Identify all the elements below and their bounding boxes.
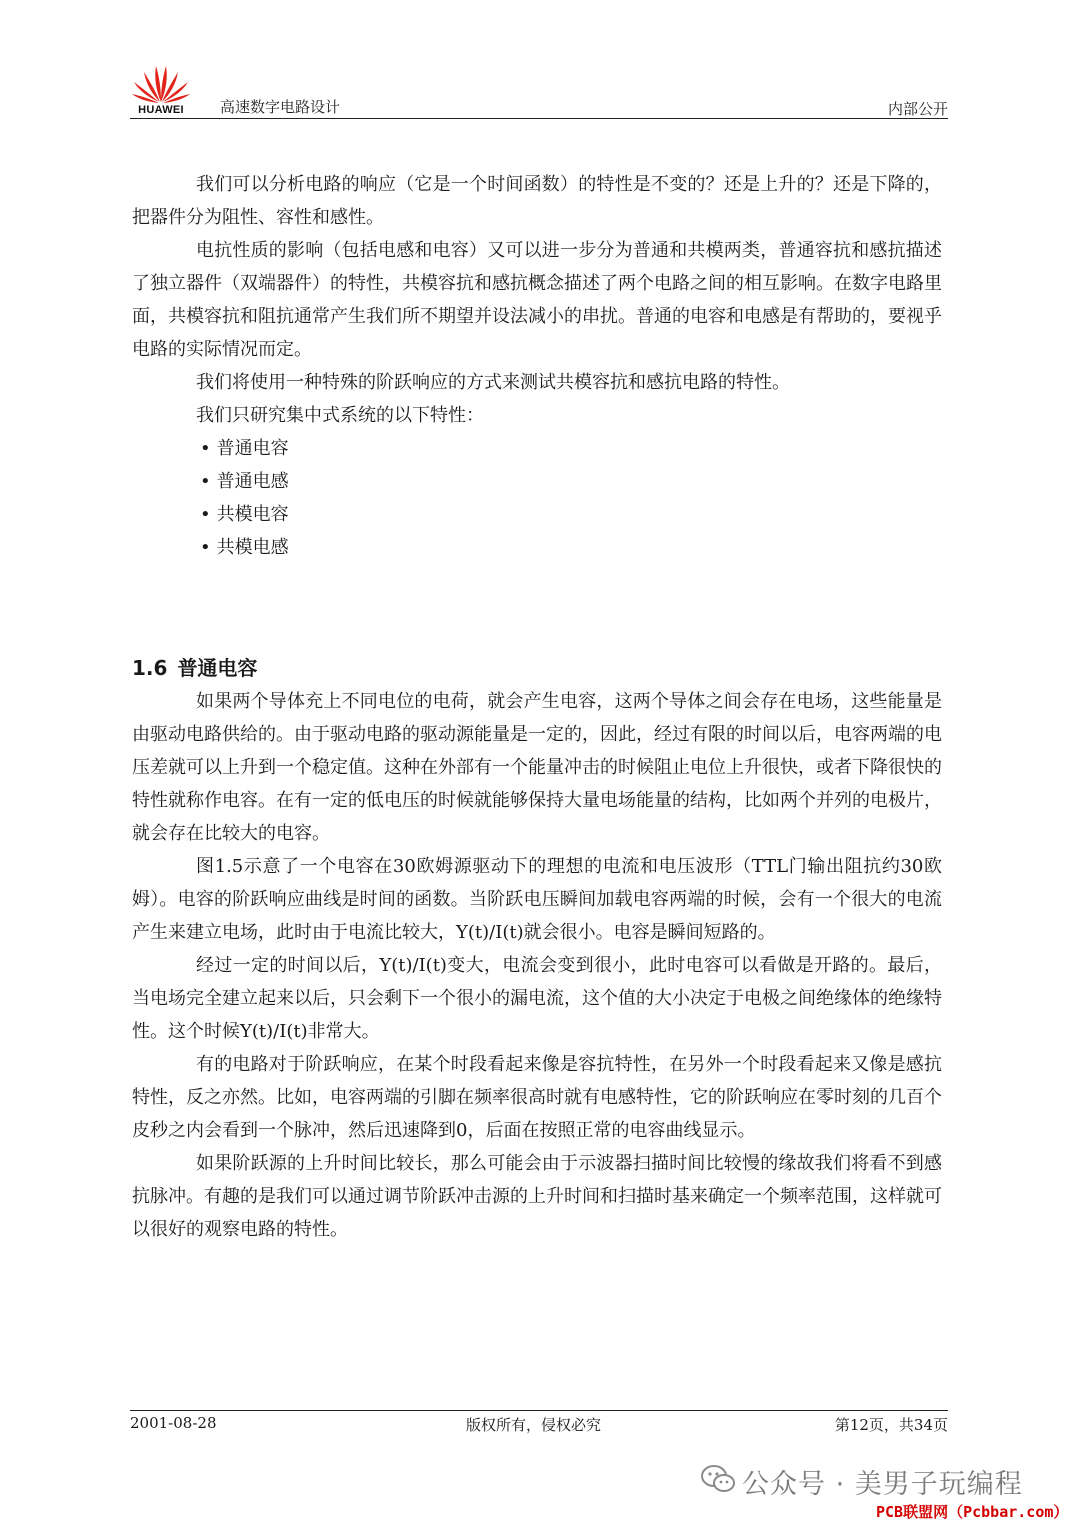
list-item — [132, 432, 942, 465]
list-item-label: 共模电感 — [216, 537, 289, 558]
paragraph: 我们将使用一种特殊的阶跃响应的方式来测试共模容抗和感抗电路的特性。 — [196, 372, 790, 393]
footer-copyright: 版权所有，侵权必究 — [466, 1416, 602, 1434]
wechat-icon — [700, 1464, 736, 1494]
list-item-label: 普通电感 — [216, 471, 289, 492]
paragraph: 如果阶跃源的上升时间比较长，那么可能会由于示波器扫描时间比较慢的缘故我们将看不到感抗脉冲。有趣的是我们可以通过调节阶跃冲击源的上升时间和扫描时基来确定一个频率范围，这样就可以很好的观察电路的特性。 — [132, 1153, 942, 1240]
watermark-text: 公众号 · 美男子玩编程 — [742, 1469, 1023, 1500]
bullet-icon: • — [200, 504, 211, 525]
site-badge: PCB联盟网（Pcbbar.com） — [872, 1500, 1072, 1524]
paragraph: 电抗性质的影响（包括电感和电容）又可以进一步分为普通和共模两类，普通容抗和感抗描述了独立器件（双端器件）的特性，共模容抗和感抗概念描述了两个电路之间的相互影响。在数字电路里面，共模容抗和阻抗通常产生我们所不期望并设法减小的串扰。普通的电容和电感是有帮助的，要视乎电路的实际情况而定。 — [132, 240, 942, 360]
list-item — [132, 531, 942, 564]
footer-date: 2001-08-28 — [130, 1414, 217, 1432]
document-title: 高速数字电路设计 — [220, 98, 341, 116]
logo-text: HUAWEI — [138, 104, 184, 116]
paragraph: 我们可以分析电路的响应（它是一个时间函数）的特性是不变的？还是上升的？还是下降的，把器件分为阻性、容性和感性。 — [132, 174, 942, 228]
section-heading — [132, 651, 942, 685]
list-item — [132, 465, 942, 498]
list-item — [132, 498, 942, 531]
footer-divider — [130, 1410, 948, 1411]
section-title: 普通电容 — [177, 656, 258, 680]
list-item-label: 普通电容 — [216, 438, 289, 459]
paragraph: 经过一定的时间以后，Y(t)/I(t)变大，电流会变到很小，此时电容可以看做是开路的。最后，当电场完全建立起来以后，只会剩下一个很小的漏电流，这个值的大小决定于电极之间绝缘体的绝缘特性。这个时候Y(t)/I(t)非常大。 — [132, 955, 942, 1042]
classification-label: 内部公开 — [887, 100, 948, 118]
bullet-icon: • — [200, 438, 211, 459]
paragraph: 图1.5示意了一个电容在30欧姆源驱动下的理想的电流和电压波形（TTL门输出阻抗约30欧姆）。电容的阶跃响应曲线是时间的函数。当阶跃电压瞬间加载电容两端的时候，会有一个很大的电流产生来建立电场，此时由于电流比较大，Y(t)/I(t)就会很小。电容是瞬间短路的。 — [132, 856, 942, 943]
characteristic-list — [132, 432, 942, 564]
paragraph: 有的电路对于阶跃响应，在某个时段看起来像是容抗特性，在另外一个时段看起来又像是感抗特性，反之亦然。比如，电容两端的引脚在频率很高时就有电感特性，它的阶跃响应在零时刻的几百个皮秒之内会看到一个脉冲，然后迅速降到0，后面在按照正常的电容曲线显示。 — [132, 1054, 942, 1141]
page-body — [132, 168, 942, 1246]
paragraph: 我们只研究集中式系统的以下特性： — [196, 405, 484, 426]
header-divider — [130, 118, 948, 119]
footer-page-number: 第12页，共34页 — [834, 1416, 948, 1434]
paragraph: 如果两个导体充上不同电位的电荷，就会产生电容，这两个导体之间会存在电场，这些能量是由驱动电路供给的。由于驱动电路的驱动源能量是一定的，因此，经过有限的时间以后，电容两端的电压差就可以上升到一个稳定值。这种在外部有一个能量冲击的时候阻止电位上升很快，或者下降很快的特性就称作电容。在有一定的低电压的时候就能够保持大量电场能量的结构，比如两个并列的电极片，就会存在比较大的电容。 — [132, 691, 942, 844]
page-header — [130, 60, 948, 122]
bullet-icon: • — [200, 537, 211, 558]
section-number: 1.6 — [132, 656, 168, 680]
bullet-icon: • — [200, 471, 211, 492]
list-item-label: 共模电容 — [216, 504, 289, 525]
